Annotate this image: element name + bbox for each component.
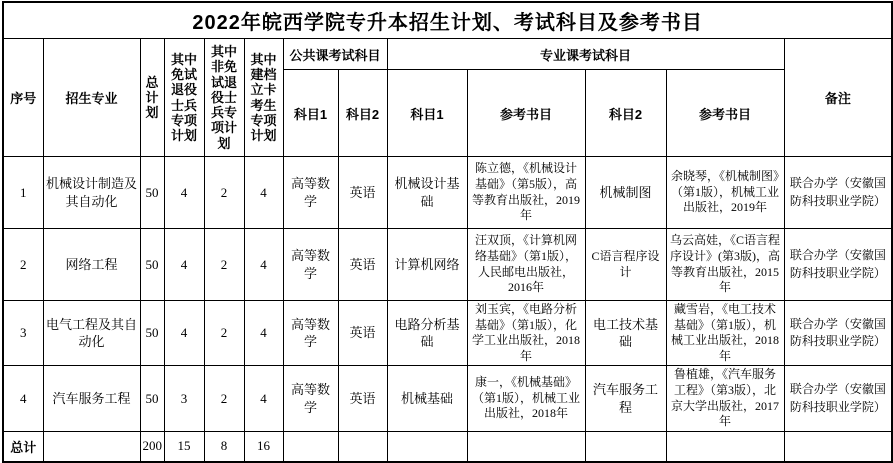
cell-public-subject1: 高等数学 (283, 301, 338, 366)
cell-major (43, 431, 140, 462)
cell-major-ref2: 乌云高娃，《C语言程序设计》(第3版)，高等教育出版社，2015年 (666, 229, 784, 301)
cell-total-plan: 50 (140, 301, 164, 366)
column-header-no: 序号 (3, 39, 43, 157)
column-header-exempt-veteran-plan (164, 39, 204, 157)
cell-total-plan: 50 (140, 229, 164, 301)
total-row (3, 431, 892, 462)
cell-remark: 联合办学（安徽国防科技职业学院） (784, 157, 892, 229)
cell-archive-card-plan: 16 (244, 431, 283, 462)
column-header-nonexempt-veteran-label: 其中非免试退役士兵专项计划 (210, 43, 237, 151)
cell-public-subject2: 英语 (338, 301, 387, 366)
cell-major-subject2: C语言程序设计 (585, 229, 666, 301)
cell-no: 1 (3, 157, 43, 229)
cell-major-ref1: 康一，《机械基础》（第1版），机械工业出版社，2018年 (467, 366, 585, 431)
column-header-public-subject2: 科目2 (338, 70, 387, 157)
column-header-major-ref2: 参考书目 (666, 70, 784, 157)
column-header-total-plan (140, 39, 164, 157)
cell-remark: 联合办学（安徽国防科技职业学院） (784, 366, 892, 431)
cell-archive-card-plan: 4 (244, 301, 283, 366)
cell-major: 汽车服务工程 (43, 366, 140, 431)
column-header-major-ref1: 参考书目 (467, 70, 585, 157)
cell-remark: 联合办学（安徽国防科技职业学院） (784, 301, 892, 366)
cell-major-ref2: 鲁植雄，《汽车服务工程》（第3版），北京大学出版社，2017年 (666, 366, 784, 431)
cell-major-ref1: 陈立德，《机械设计基础》（第5版），高等教育出版社，2019年 (467, 157, 585, 229)
cell-archive-card-plan: 4 (244, 229, 283, 301)
band-major-course-subjects: 专业课考试科目 (387, 39, 784, 70)
table-row (3, 229, 892, 301)
cell-nonexempt-plan: 2 (204, 301, 244, 366)
cell-major-subject2: 机械制图 (585, 157, 666, 229)
cell-major-ref1: 汪双顶，《计算机网络基础》（第1版），人民邮电出版社，2016年 (467, 229, 585, 301)
cell-major-ref2 (666, 431, 784, 462)
cell-nonexempt-plan: 2 (204, 157, 244, 229)
cell-public-subject2: 英语 (338, 229, 387, 301)
table-row (3, 366, 892, 431)
cell-exempt-plan: 15 (164, 431, 204, 462)
cell-major-subject2 (585, 431, 666, 462)
cell-remark: 联合办学（安徽国防科技职业学院） (784, 229, 892, 301)
cell-major-ref1: 刘玉宾，《电路分析基础》（第1版），化学工业出版社，2018年 (467, 301, 585, 366)
cell-nonexempt-plan: 2 (204, 229, 244, 301)
cell-major-subject1 (387, 431, 467, 462)
cell-major: 电气工程及其自动化 (43, 301, 140, 366)
header-band-row (3, 39, 892, 70)
cell-public-subject2: 英语 (338, 157, 387, 229)
cell-major-subject1: 电路分析基础 (387, 301, 467, 366)
column-header-major-subject1: 科目1 (387, 70, 467, 157)
cell-no: 3 (3, 301, 43, 366)
cell-major-subject1: 计算机网络 (387, 229, 467, 301)
cell-exempt-plan: 3 (164, 366, 204, 431)
cell-exempt-plan: 4 (164, 157, 204, 229)
cell-public-subject1: 高等数学 (283, 229, 338, 301)
table-row (3, 157, 892, 229)
cell-major-ref2: 藏雪岩，《电工技术基础》（第1版），机械工业出版社，2018年 (666, 301, 784, 366)
band-public-course-subjects: 公共课考试科目 (283, 39, 387, 70)
column-header-major-subject2: 科目2 (585, 70, 666, 157)
column-header-total-plan-label: 总计划 (145, 74, 159, 121)
column-header-major: 招生专业 (43, 39, 140, 157)
cell-public-subject2: 英语 (338, 366, 387, 431)
cell-major-subject2: 汽车服务工程 (585, 366, 666, 431)
cell-total-plan: 50 (140, 366, 164, 431)
cell-major-ref1 (467, 431, 585, 462)
admission-plan-table (2, 1, 893, 463)
cell-major-subject2: 电工技术基础 (585, 301, 666, 366)
cell-archive-card-plan: 4 (244, 157, 283, 229)
column-header-public-subject1: 科目1 (283, 70, 338, 157)
cell-major: 网络工程 (43, 229, 140, 301)
cell-no: 2 (3, 229, 43, 301)
column-header-archive-card-label: 其中建档立卡考生专项计划 (250, 51, 277, 144)
cell-nonexempt-plan: 2 (204, 366, 244, 431)
cell-public-subject2 (338, 431, 387, 462)
cell-total-plan: 50 (140, 157, 164, 229)
column-header-nonexempt-veteran-plan (204, 39, 244, 157)
cell-total-plan: 200 (140, 431, 164, 462)
cell-major-subject1: 机械基础 (387, 366, 467, 431)
cell-public-subject1: 高等数学 (283, 157, 338, 229)
cell-no: 4 (3, 366, 43, 431)
cell-nonexempt-plan: 8 (204, 431, 244, 462)
page-title: 2022年皖西学院专升本招生计划、考试科目及参考书目 (3, 2, 892, 39)
title-row (3, 2, 892, 39)
cell-major: 机械设计制造及其自动化 (43, 157, 140, 229)
column-header-archive-card-plan (244, 39, 283, 157)
cell-public-subject1: 高等数学 (283, 366, 338, 431)
cell-remark (784, 431, 892, 462)
column-header-exempt-veteran-label: 其中免试退役士兵专项计划 (170, 51, 197, 144)
cell-archive-card-plan: 4 (244, 366, 283, 431)
cell-public-subject1 (283, 431, 338, 462)
cell-major-subject1: 机械设计基础 (387, 157, 467, 229)
cell-exempt-plan: 4 (164, 229, 204, 301)
column-header-remark: 备注 (784, 39, 892, 157)
total-row-label: 总计 (3, 431, 43, 462)
cell-major-ref2: 余晓琴，《机械制图》（第1版），机械工业出版社，2019年 (666, 157, 784, 229)
cell-exempt-plan: 4 (164, 301, 204, 366)
table-row (3, 301, 892, 366)
